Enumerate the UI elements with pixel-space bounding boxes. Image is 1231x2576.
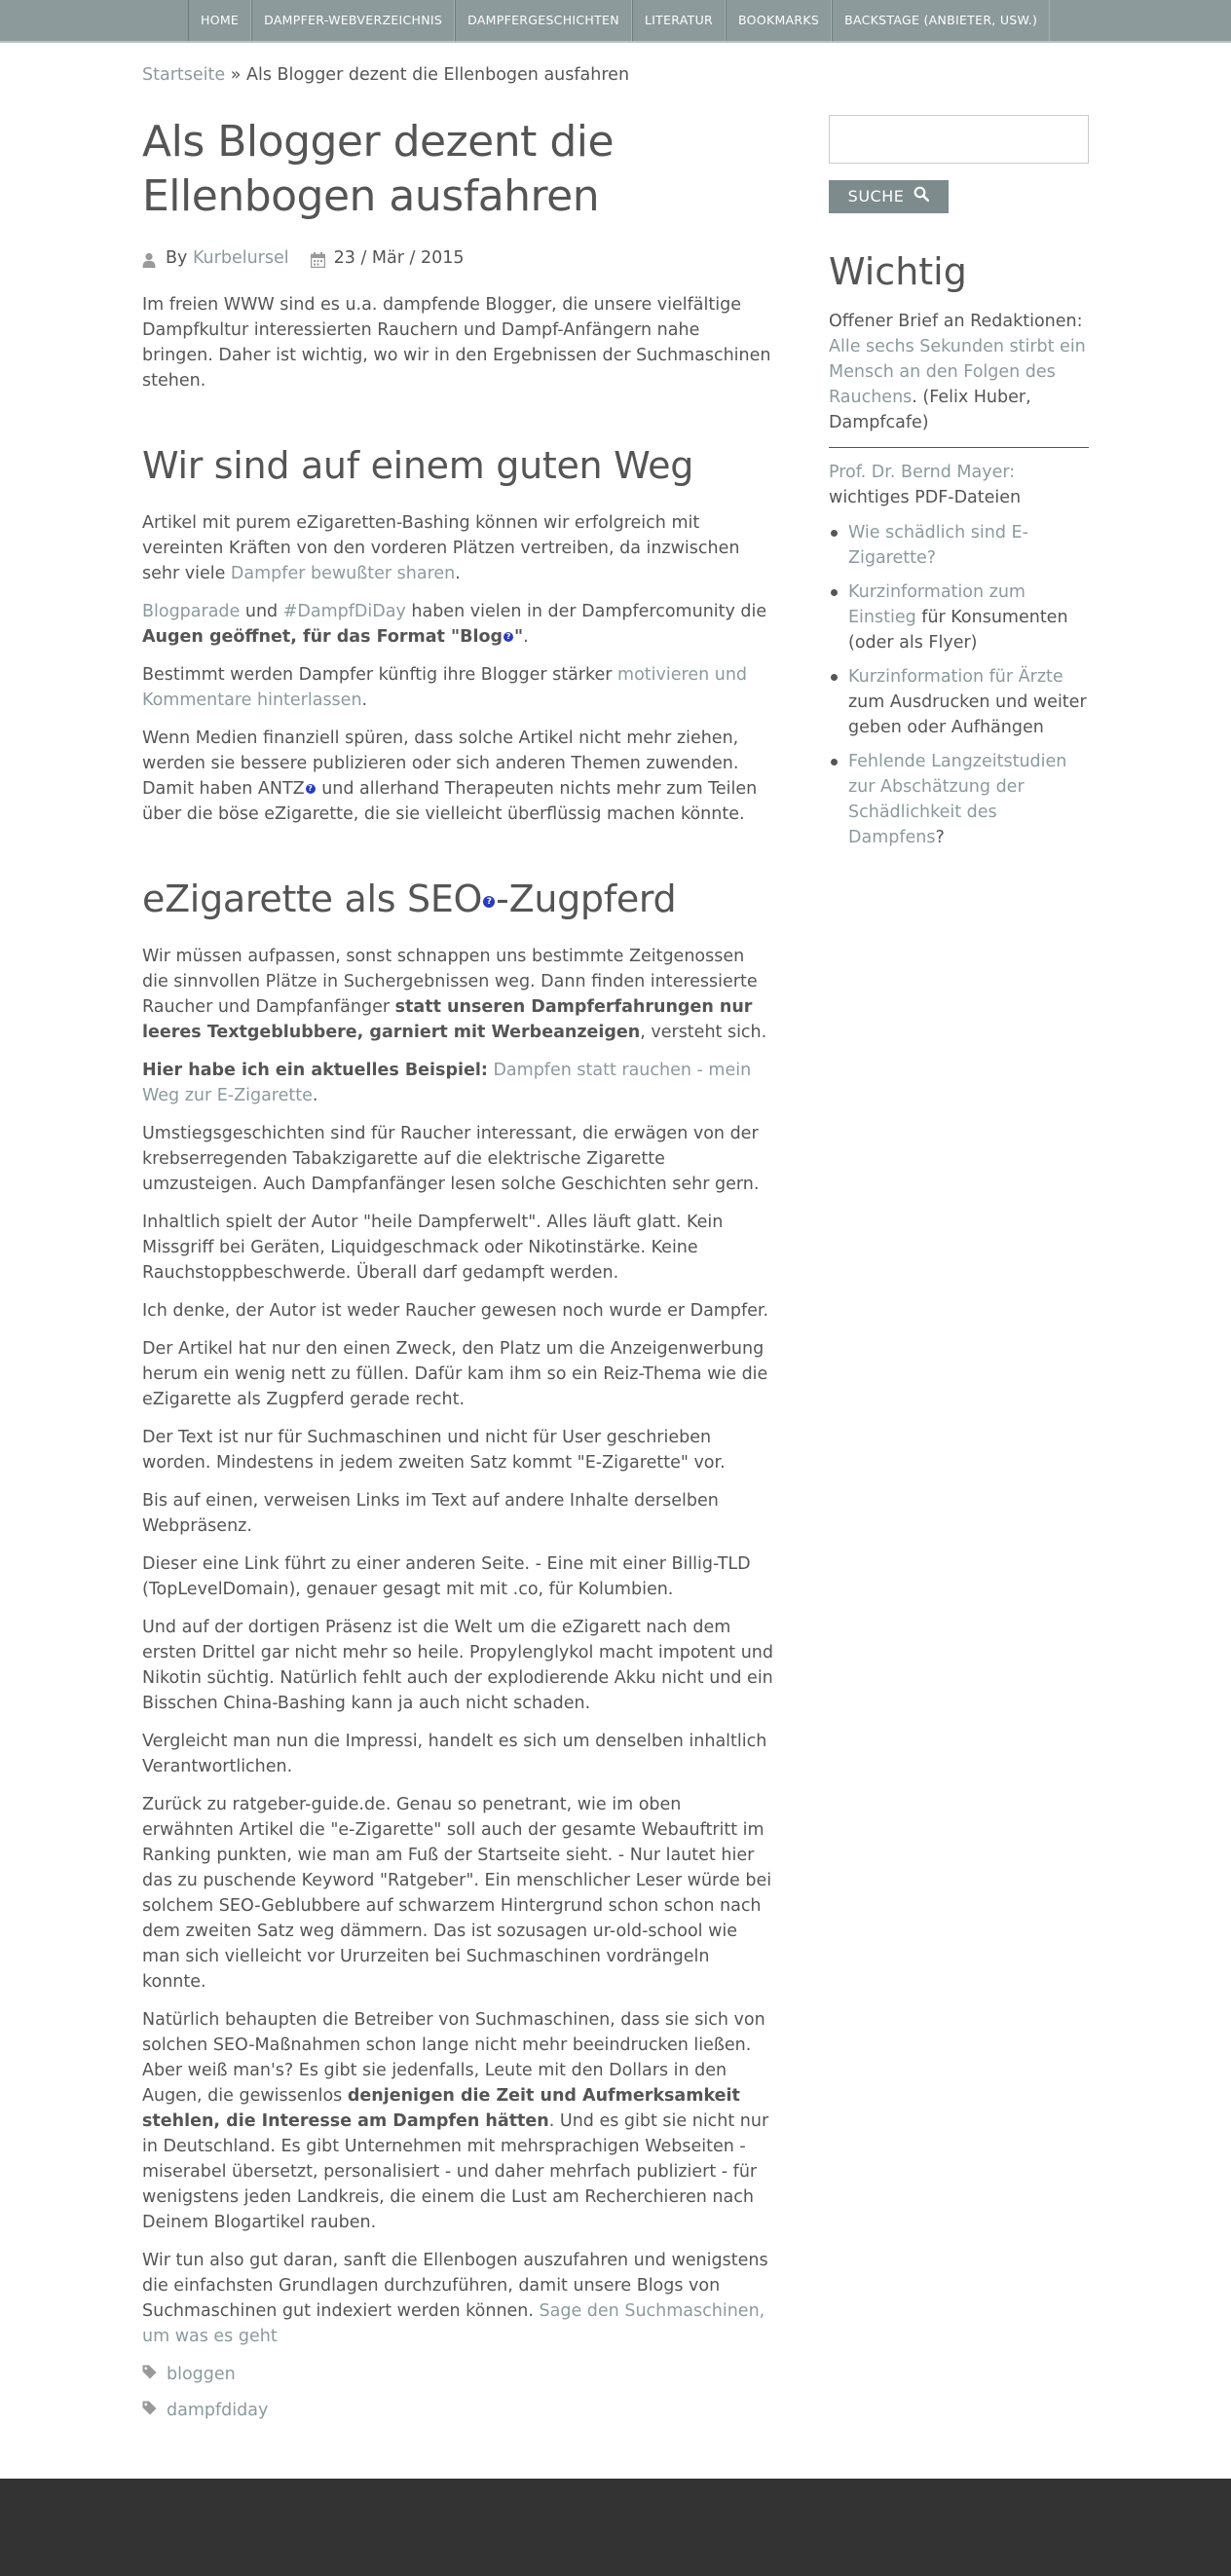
- tag-link-dampfdiday[interactable]: dampfdiday: [167, 2401, 269, 2420]
- breadcrumb-home-link[interactable]: Startseite: [142, 65, 226, 85]
- tag-list: [142, 2362, 775, 2423]
- mayer-link[interactable]: Prof. Dr. Bernd Mayer:: [829, 463, 1016, 482]
- tag-link-bloggen[interactable]: bloggen: [167, 2365, 236, 2384]
- author-link[interactable]: Kurbelursel: [192, 248, 289, 268]
- list-item: Kurzinformation für Ärzte zum Ausdrucken und weiter geben oder Aufhängen: [829, 664, 1089, 740]
- article-lead: Im freien WWW sind es u.a. dampfende Blogger, die unsere vielfältige Dampfkultur interessierten Rauchern und Dampf-Anfängern nahe bringen. Daher ist wichtig, wo wir in den Ergebnissen der Suchmaschinen stehen.: [142, 295, 771, 391]
- sidebar: [829, 115, 1089, 859]
- user-icon: [142, 250, 156, 266]
- breadcrumb-separator: »: [230, 65, 242, 85]
- tag-item: [142, 2398, 775, 2423]
- nav-item-literatur[interactable]: LITERATUR: [632, 0, 726, 41]
- breadcrumb: [142, 62, 629, 88]
- article-meta: [142, 245, 775, 271]
- search-input[interactable]: [829, 115, 1089, 164]
- tag-item: [142, 2362, 775, 2387]
- paragraph: Wir tun also gut daran, sanft die Ellenbogen auszufahren und wenigstens die einfachsten Grundlagen durchzuführen, damit unsere Blogs von Suchmaschinen gut indexiert werden können. Sage den Suchmaschinen, um was es geht: [142, 2251, 768, 2346]
- page-title: Als Blogger dezent die Ellenbogen ausfahren: [142, 117, 615, 221]
- search-button[interactable]: [829, 180, 949, 213]
- open-letter-credit: . (Felix Huber, Dampfcafe): [829, 388, 1031, 432]
- paragraph: Ich denke, der Autor ist weder Raucher gewesen noch wurde er Dampfer.: [142, 1301, 769, 1321]
- paragraph: Wenn Medien finanziell spüren, dass solche Artikel nicht mehr ziehen, werden sie bessere publizieren oder sich anderen Themen zuwenden. Damit haben ANTZ ? und allerhand Therapeuten nichts mehr zum Teilen über die böse eZigarette, die sie vielleicht überflüssig machen könnte.: [142, 728, 758, 824]
- dampfdiday-link[interactable]: #DampfDiDay: [282, 602, 406, 621]
- pdf-link[interactable]: Kurzinformation zum Einstieg: [848, 582, 1026, 627]
- beispiel-link[interactable]: Dampfen statt rauchen - mein Weg zur E-Zigarette: [142, 1061, 752, 1105]
- paragraph: Zurück zu ratgeber-guide.de. Genau so penetrant, wie im oben erwähnten Artikel die "e-Zigarette" soll auch der gesamte Webauftritt im Ranking punkten, wie man am Fuß der Startseite sieht. - Nur lautet hier das zu puschende Keyword "Ratgeber". Ein menschlicher Leser würde bei solchem SEO-Geblubbere auf schwarzem Hintergrund schon schon nach dem zweiten Satz weg dämmern. Das ist sozusagen ur-old-school wie man sich vielleicht vor Ururzeiten bei Suchmaschinen vordrängeln konnte.: [142, 1795, 772, 1992]
- mayer-block: [829, 460, 1089, 510]
- dampfer-sharen-link[interactable]: Dampfer bewußter sharen: [230, 564, 456, 583]
- publish-date: 23 / Mär / 2015: [333, 248, 465, 268]
- list-item: [829, 520, 1089, 571]
- nav-item-webverzeichnis[interactable]: DAMPFER-WEBVERZEICHNIS: [251, 0, 455, 41]
- nav-item-dampfergeschichten[interactable]: DAMPFERGESCHICHTEN: [455, 0, 632, 41]
- glossary-question-icon[interactable]: ?: [483, 896, 495, 908]
- emphasis: Augen geöffnet, für das Format "Blog ? ": [142, 627, 524, 647]
- paragraph: Umstiegsgeschichten sind für Raucher interessant, die erwägen von der krebserregenden Tabakzigarette auf die elektrische Zigarette umzusteigen. Auch Dampfanfänger lesen solche Geschichten sehr gern.: [142, 1124, 760, 1194]
- suchmaschinen-link[interactable]: Sage den Suchmaschinen, um was es geht: [142, 2301, 765, 2346]
- top-navigation: [0, 0, 1231, 43]
- pdf-link[interactable]: Kurzinformation für Ärzte: [848, 667, 1063, 687]
- mayer-text: wichtiges PDF-Dateien: [829, 488, 1022, 507]
- calendar-icon: [311, 250, 324, 266]
- paragraph: Bestimmt werden Dampfer künftig ihre Blogger stärker motivieren und Kommentare hinterlassen.: [142, 665, 748, 710]
- paragraph: Artikel mit purem eZigaretten-Bashing können wir erfolgreich mit vereinten Kräften von den vorderen Plätzen vertreiben, da inzwischen sehr viele Dampfer bewußter sharen.: [142, 513, 740, 583]
- paragraph: Der Artikel hat nur den einen Zweck, den Platz um die Anzeigenwerbung herum ein wenig nett zu füllen. Dafür kam ihm so ein Reiz-Thema wie die eZigarette als Zugpferd gerade recht.: [142, 1339, 768, 1409]
- paragraph: Hier habe ich ein aktuelles Beispiel: Dampfen statt rauchen - mein Weg zur E-Zigarette.: [142, 1061, 752, 1105]
- glossary-question-icon[interactable]: ?: [306, 784, 316, 794]
- nav-item-home[interactable]: HOME: [188, 0, 251, 41]
- glossary-question-icon[interactable]: ?: [504, 632, 513, 642]
- paragraph: Wir müssen aufpassen, sonst schnappen uns bestimmte Zeitgenossen die sinnvollen Plätze in Suchergebnissen weg. Dann finden interessierte Raucher und Dampfanfänger statt unseren Dampferfahrungen nur leeres Textgeblubbere, garniert mit Werbeanzeigen, versteht sich.: [142, 947, 767, 1042]
- breadcrumb-current: Als Blogger dezent die Ellenbogen ausfahren: [246, 65, 630, 85]
- paragraph: Bis auf einen, verweisen Links im Text auf andere Inhalte derselben Webpräsenz.: [142, 1491, 719, 1536]
- paragraph: Dieser eine Link führt zu einer anderen Seite. - Eine mit einer Billig-TLD (TopLevelDomain), genauer gesagt mit mit .co, für Kolumbien.: [142, 1554, 751, 1599]
- nav-menu: [188, 0, 1050, 41]
- search-button-label: SUCHE: [847, 187, 905, 205]
- section-heading-seo-zugpferd: eZigarette als SEO ? -Zugpferd: [142, 877, 677, 920]
- section-heading-guter-weg: Wir sind auf einem guten Weg: [142, 444, 694, 487]
- blogparade-link[interactable]: Blogparade: [142, 602, 241, 621]
- paragraph: Inhaltlich spielt der Autor "heile Dampferwelt". Alles läuft glatt. Kein Missgriff bei Geräten, Liquidgeschmack oder Nikotinstärke. Keine Rauchstoppbeschwerde. Überall darf gedampft werden.: [142, 1213, 724, 1283]
- motivieren-link[interactable]: motivieren und Kommentare hinterlassen: [142, 665, 748, 710]
- by-label: By: [166, 248, 188, 268]
- list-item: Fehlende Langzeitstudien zur Abschätzung der Schädlichkeit des Dampfens?: [829, 749, 1089, 850]
- paragraph: Und auf der dortigen Präsenz ist die Welt um die eZigarett nach dem ersten Drittel gar nicht mehr so heile. Propylenglykol macht impotent und Nikotin süchtig. Natürlich fehlt auch der explodierende Akku nicht und ein Bisschen China-Bashing kann ja auch nicht schaden.: [142, 1618, 773, 1713]
- open-letter-label: Offener Brief an Redaktionen:: [829, 312, 1083, 331]
- nav-item-bookmarks[interactable]: BOOKMARKS: [726, 0, 832, 41]
- paragraph: Blogparade und #DampfDiDay haben vielen in der Dampfercomunity die Augen geöffnet, für das Format "Blog ? ".: [142, 602, 767, 647]
- nav-bottom-border: [0, 41, 1231, 43]
- pdf-link[interactable]: Wie schädlich sind E-Zigarette?: [848, 523, 1028, 568]
- paragraph: Der Text ist nur für Suchmaschinen und nicht für User geschrieben worden. Mindestens in jedem zweiten Satz kommt "E-Zigarette" vor.: [142, 1428, 726, 1473]
- article: [142, 115, 775, 2434]
- search-icon: [914, 184, 929, 209]
- page-footer: [0, 2479, 1231, 2576]
- paragraph: Vergleicht man nun die Impressi, handelt es sich um denselben inhaltlich Verantwortlichen.: [142, 1732, 767, 1776]
- sidebar-divider: [829, 447, 1089, 448]
- open-letter-link[interactable]: Alle sechs Sekunden stirbt ein Mensch an den Folgen des Rauchens: [829, 337, 1086, 407]
- pdf-link[interactable]: Fehlende Langzeitstudien zur Abschätzung der Schädlichkeit des Dampfens: [848, 752, 1067, 847]
- open-letter-block: [829, 309, 1089, 435]
- paragraph: Natürlich behaupten die Betreiber von Suchmaschinen, dass sie sich von solchen SEO-Maßnahmen schon lange nicht mehr beeindrucken ließen. Aber weiß man's? Es gibt sie jedenfalls, Leute mit den Dollars in den Augen, die gewissenlos denjenigen die Zeit und Aufmerksamkeit stehlen, die Interesse am Dampfen hätten. Und es gibt sie nicht nur in Deutschland. Es gibt Unternehmen mit mehrsprachigen Webseiten - miserabel übersetzt, personalisiert - und daher mehrfach publiziert - für wenigstens jeden Landkreis, die einem die Lust am Recherchieren nach Deinem Blogartikel rauben.: [142, 2010, 769, 2232]
- nav-item-backstage[interactable]: BACKSTAGE (ANBIETER, USW.): [832, 0, 1050, 41]
- pdf-list: [829, 520, 1089, 850]
- list-item: Kurzinformation zum Einstieg für Konsumenten (oder als Flyer): [829, 579, 1089, 655]
- tag-icon: [142, 2362, 157, 2387]
- sidebar-heading: Wichtig: [829, 250, 967, 293]
- tag-icon: [142, 2398, 157, 2423]
